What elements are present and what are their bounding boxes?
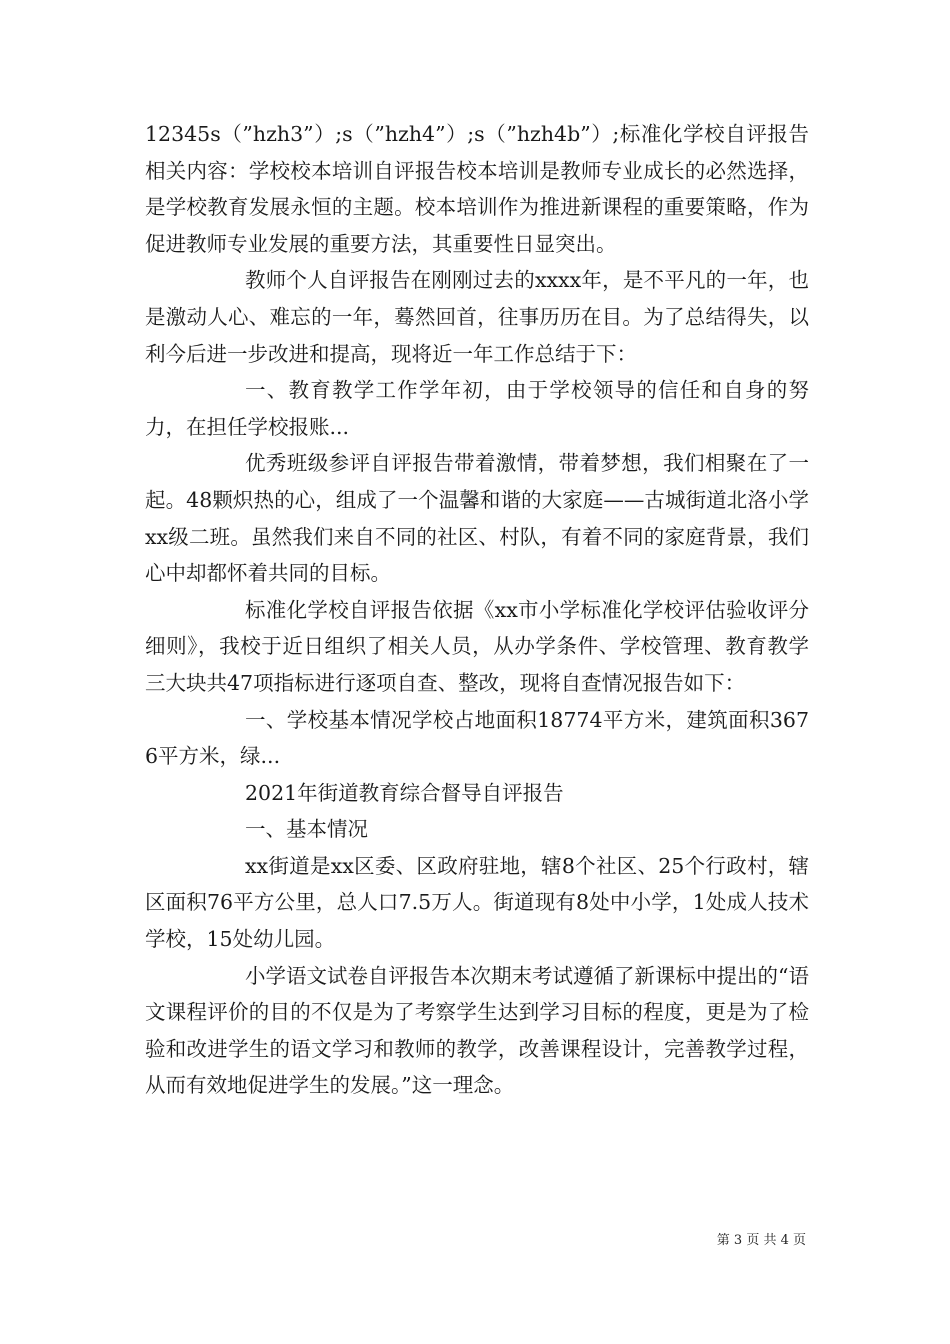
paragraph-standard-school: 标准化学校自评报告依据《xx市小学标准化学校评估验收评分细则》，我校于近日组织了相关人员，从办学条件、学校管理、教育教学三大块共47项指标进行逐项自查、整改，现将自查情况报告如下： <box>145 597 809 695</box>
document-body <box>145 116 809 1104</box>
page-number: 第 3 页 共 4 页 <box>716 1233 806 1248</box>
paragraph-teacher-report: 教师个人自评报告在刚刚过去的xxxx年，是不平凡的一年，也是激动人心、难忘的一年，蓦然回首，往事历历在目。为了总结得失，以利今后进一步改进和提高，现将近一年工作总结于下： <box>145 268 809 366</box>
paragraph-heading-2021: 2021年街道教育综合督导自评报告 <box>245 780 564 805</box>
paragraph-chinese-exam: 小学语文试卷自评报告本次期末考试遵循了新课标中提出的“语文课程评价的目的不仅是为了考察学生达到学习目标的程度，更是为了检验和改进学生的语文学习和教师的教学，改善课程设计，完善教学过程，从而有效地促进学生的发展。”这一理念。 <box>145 963 809 1098</box>
paragraph-teaching-work: 一、教育教学工作学年初，由于学校领导的信任和自身的努力，在担任学校报账... <box>145 378 809 439</box>
paragraph-basic-info-heading: 一、基本情况 <box>245 817 368 842</box>
paragraph-street-info: xx街道是xx区委、区政府驻地，辖8个社区、25个行政村，辖区面积76平方公里，总人口7.5万人。街道现有8处中小学，1处成人技术学校，15处幼儿园。 <box>145 853 809 952</box>
paragraph-intro: 12345s（”hzh3”）;s（”hzh4”）;s（”hzh4b”）;标准化学校自评报告相关内容：学校校本培训自评报告校本培训是教师专业成长的必然选择，是学校教育发展永恒的主题。校本培训作为推进新课程的重要策略，作为促进教师专业发展的重要方法，其重要性日显突出。 <box>145 122 809 256</box>
paragraph-class-report: 优秀班级参评自评报告带着激情，带着梦想，我们相聚在了一起。48颗炽热的心，组成了一个温馨和谐的大家庭——古城街道北洛小学xx级二班。虽然我们来自不同的社区、村队，有着不同的家庭背景，我们心中却都怀着共同的目标。 <box>145 451 809 586</box>
paragraph-school-basics: 一、学校基本情况学校占地面积18774平方米，建筑面积3676平方米，绿... <box>145 707 809 769</box>
